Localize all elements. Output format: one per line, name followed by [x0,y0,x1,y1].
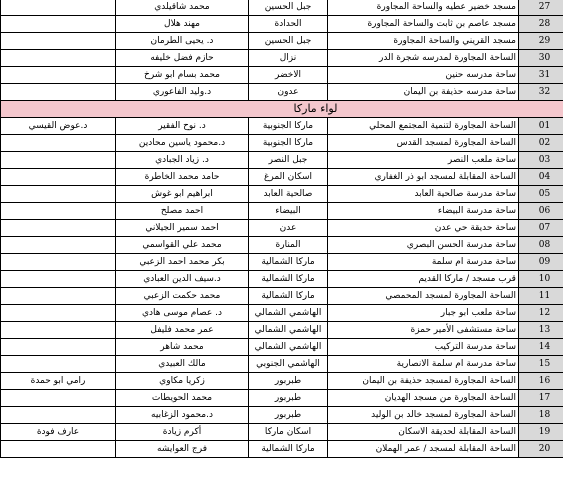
name-cell: د. عصام موسى هادي [116,305,249,322]
area-cell: المنارة [249,237,328,254]
number-cell: 16 [519,373,563,390]
number-cell: 18 [519,407,563,424]
location-cell: الساحة المقابلة لحديقة الاسكان [328,424,519,441]
supervisor-cell [1,203,116,220]
number-cell: 32 [519,84,563,101]
number-cell: 30 [519,50,563,67]
supervisor-cell [1,322,116,339]
supervisor-cell [1,407,116,424]
table-row [1,169,563,186]
supervisor-cell [1,84,116,101]
supervisor-cell [1,288,116,305]
supervisor-cell [1,33,116,50]
location-cell: ساحة مدرسة الحسن البصري [328,237,519,254]
name-cell: احمد سمير الجيلاني [116,220,249,237]
area-cell: جبل الحسين [249,33,328,50]
supervisor-cell [1,254,116,271]
location-cell: الساحة المجاورة لمسجد حذيفة بن اليمان [328,373,519,390]
name-cell: زكريا مكاوي [116,373,249,390]
table-row [1,118,563,135]
location-cell: ساحة ملعب النصر [328,152,519,169]
number-cell: 09 [519,254,563,271]
number-cell: 06 [519,203,563,220]
table-row [1,33,563,50]
name-cell: محمد بسام ابو شرخ [116,67,249,84]
supervisor-cell [1,390,116,407]
table-row [1,203,563,220]
number-cell: 20 [519,441,563,458]
section-header-group [1,101,563,118]
supervisor-cell [1,220,116,237]
name-cell: د.محمود الزغابيه [116,407,249,424]
location-cell: قرب مسجد / ماركا القديم [328,271,519,288]
supervisor-cell: رامي ابو حمدة [1,373,116,390]
name-cell: احمد مصلح [116,203,249,220]
area-cell: عدن [249,220,328,237]
number-cell: 29 [519,33,563,50]
location-cell: الساحة المجاورة لمدرسه شجرة الدر [328,50,519,67]
name-cell: حامد محمد الخاطرة [116,169,249,186]
supervisor-cell: د.عوض القيسي [1,118,116,135]
table-body-top [1,0,563,101]
area-cell: طبربور [249,407,328,424]
section-title: لواء ماركا [293,102,338,115]
number-cell: 04 [519,169,563,186]
area-cell: ماركا الجنوبية [249,118,328,135]
name-cell: محمد الحويطات [116,390,249,407]
area-cell: طبربور [249,373,328,390]
table-row [1,390,563,407]
table-row [1,356,563,373]
location-cell: الساحة المجاورة لمسجد خالد بن الوليد [328,407,519,424]
number-cell: 31 [519,67,563,84]
number-cell: 03 [519,152,563,169]
name-cell: بكر محمد احمد الزعبي [116,254,249,271]
area-cell: اسكان المرغ [249,169,328,186]
supervisor-cell [1,50,116,67]
location-cell: ساحة مدرسة ام سلمة الانصارية [328,356,519,373]
location-cell: الساحة المجاورة لمسجد المحمصي [328,288,519,305]
area-cell: ماركا الشمالية [249,441,328,458]
area-cell: اسكان ماركا [249,424,328,441]
table-row [1,16,563,33]
location-cell: الساحة المجاورة لمسجد القدس [328,135,519,152]
name-cell: د. يحيى الطرمان [116,33,249,50]
area-cell: الحدادة [249,16,328,33]
number-cell: 17 [519,390,563,407]
area-cell: نزال [249,50,328,67]
number-cell: 11 [519,288,563,305]
location-cell: ساحة مستشفى الأمير حمزة [328,322,519,339]
name-cell: فرج العوايشه [116,441,249,458]
supervisor-cell: عارف فودة [1,424,116,441]
table-row [1,220,563,237]
area-cell: ماركا الشمالية [249,271,328,288]
supervisor-cell [1,305,116,322]
name-cell: محمد حكمت الزعبي [116,288,249,305]
number-cell: 01 [519,118,563,135]
name-cell: د. نوح الفقير [116,118,249,135]
name-cell: أكرم زيادة [116,424,249,441]
location-cell: ساحة مدرسه حنين [328,67,519,84]
number-cell: 14 [519,339,563,356]
table-row [1,373,563,390]
table-row [1,84,563,101]
table-row [1,441,563,458]
supervisor-cell [1,135,116,152]
table-row [1,288,563,305]
name-cell: مهند هلال [116,16,249,33]
area-cell: طبربور [249,390,328,407]
area-cell: جبل الحسين [249,0,328,16]
area-cell: الهاشمي الجنوبي [249,356,328,373]
location-cell: الساحة المقابلة لمسجد / عمر الهملان [328,441,519,458]
table-row [1,424,563,441]
number-cell: 02 [519,135,563,152]
location-cell: ساحة مدرسة صالحية العابد [328,186,519,203]
supervisor-cell [1,237,116,254]
location-cell: الساحة المجاورة من مسجد الهديان [328,390,519,407]
area-cell: ماركا الشمالية [249,254,328,271]
supervisor-cell [1,152,116,169]
name-cell: مالك العبيدي [116,356,249,373]
location-cell: مسجد خضير عطيه والساحة المجاورة [328,0,519,16]
table-row [1,305,563,322]
name-cell: حازم فضل خليفه [116,50,249,67]
location-cell: ساحة مدرسة ام سلمة [328,254,519,271]
supervisor-cell [1,169,116,186]
area-cell: عدون [249,84,328,101]
supervisor-cell [1,0,116,16]
number-cell: 15 [519,356,563,373]
table-row [1,254,563,271]
table-row [1,0,563,16]
number-cell: 08 [519,237,563,254]
location-cell: ساحة مدرسه حذيفة بن اليمان [328,84,519,101]
name-cell: د. زياد الجبادي [116,152,249,169]
table-row [1,152,563,169]
name-cell: محمد علي القواسمي [116,237,249,254]
number-cell: 28 [519,16,563,33]
name-cell: محمد شاهر [116,339,249,356]
location-cell: ساحة مدرسة التركيب [328,339,519,356]
name-cell: د.محمود ياسين محادين [116,135,249,152]
table-row [1,339,563,356]
name-cell: د.وليد الفاعوري [116,84,249,101]
section-header-row [1,101,563,118]
area-cell: صالحية العابد [249,186,328,203]
name-cell: د.سيف الدين العبادي [116,271,249,288]
area-cell: الهاشمي الشمالي [249,305,328,322]
supervisor-cell [1,339,116,356]
supervisor-cell [1,67,116,84]
area-cell: الهاشمي الشمالي [249,322,328,339]
area-cell: جبل النصر [249,152,328,169]
name-cell: عمر محمد فليفل [116,322,249,339]
supervisor-cell [1,186,116,203]
area-cell: الاخضر [249,67,328,84]
name-cell: محمد شاقيلدي [116,0,249,16]
table-body-marka [1,118,563,458]
section-header-cell [1,101,563,118]
location-cell: الساحة المقابلة لمسجد ابو ذر الغفاري [328,169,519,186]
location-cell: مسجد عاصم بن ثابت والساحة المجاورة [328,16,519,33]
table-row [1,135,563,152]
area-cell: ماركا الشمالية [249,288,328,305]
number-cell: 13 [519,322,563,339]
number-cell: 10 [519,271,563,288]
number-cell: 05 [519,186,563,203]
table-row [1,50,563,67]
supervisor-cell [1,356,116,373]
area-cell: ماركا الجنوبية [249,135,328,152]
area-cell: البيضاء [249,203,328,220]
number-cell: 27 [519,0,563,16]
table-row [1,67,563,84]
location-cell: ساحة ملعب ابو جبار [328,305,519,322]
table-row [1,186,563,203]
number-cell: 19 [519,424,563,441]
table-row [1,271,563,288]
table-row [1,322,563,339]
supervisor-cell [1,271,116,288]
location-cell: ساحة مدرسة البيضاء [328,203,519,220]
location-cell: ساحة حديقة حي عدن [328,220,519,237]
table-row [1,237,563,254]
location-cell: الساحة المجاورة لتنمية المجتمع المحلي [328,118,519,135]
number-cell: 07 [519,220,563,237]
supervisor-cell [1,441,116,458]
area-cell: الهاشمي الشمالي [249,339,328,356]
location-cell: مسجد القريني والساحة المجاورة [328,33,519,50]
table-row [1,407,563,424]
name-cell: ابراهيم ابو غوش [116,186,249,203]
supervisor-cell [1,16,116,33]
number-cell: 12 [519,305,563,322]
